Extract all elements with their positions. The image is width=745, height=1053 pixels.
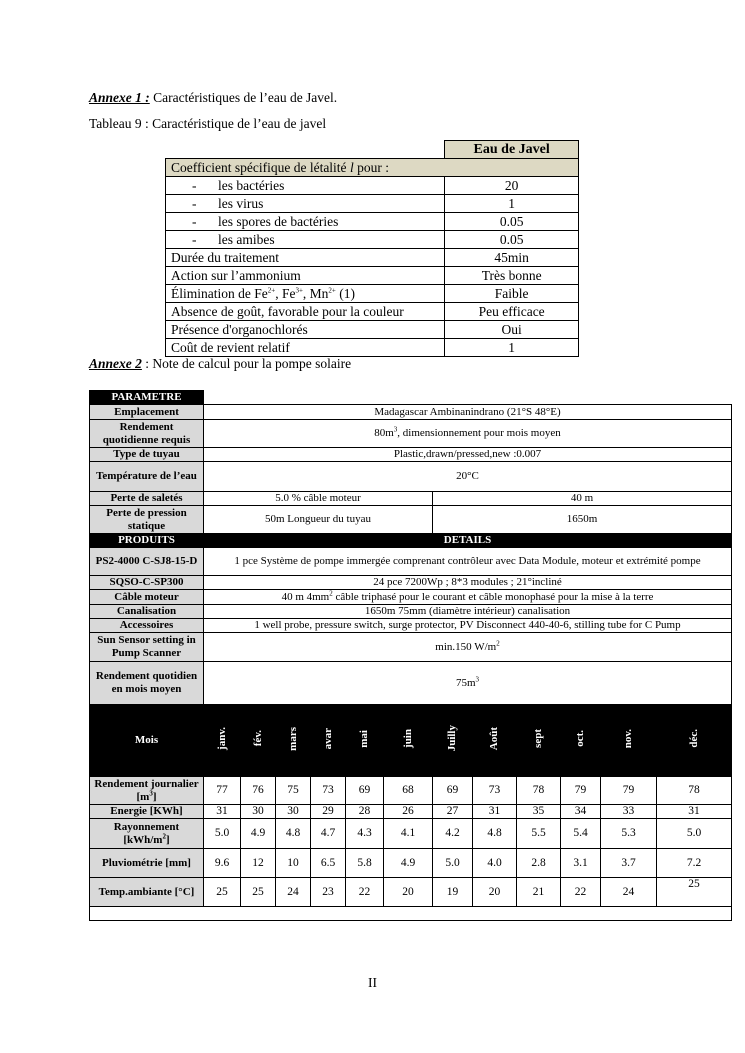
- table-cell: 5.0: [433, 849, 473, 878]
- table-cell: 27: [433, 805, 473, 819]
- row-label: Rendement journalier $[m^3]$: [90, 777, 204, 805]
- table-cell: 22: [346, 878, 384, 907]
- table-cell: 5.0: [657, 819, 732, 849]
- table-cell: 21: [517, 878, 561, 907]
- table-row: Emplacement Madagascar Ambinanindrano (21°S 48°E): [90, 405, 732, 420]
- table-row: [90, 534, 732, 548]
- table-cell: 2.8: [517, 849, 561, 878]
- table-cell: 20: [384, 878, 433, 907]
- table-cell: 69: [433, 777, 473, 805]
- table-cell: 75: [276, 777, 311, 805]
- table-cell: 76: [241, 777, 276, 805]
- table-row: [90, 907, 732, 921]
- table-cell: 30: [241, 805, 276, 819]
- table-cell: 3.7: [601, 849, 657, 878]
- table-cell: 31: [473, 805, 517, 819]
- table-row: [90, 391, 732, 405]
- annexe2-label: Annexe 2: [89, 356, 142, 371]
- table-row: Perte de pression statique 50m Longueur du tuyau 1650m: [90, 506, 732, 534]
- table-row: Accessoires 1 well probe, pressure switch, surge protector, PV Disconnect 440-40-6, stilling tube for C Pump: [90, 619, 732, 633]
- table-cell: 4.7: [311, 819, 346, 849]
- table-row: Sun Sensor setting in Pump Scanner min.150 $W/m^2$: [90, 633, 732, 662]
- table-row: - les spores de bactéries 0.05: [166, 213, 579, 231]
- month-label: juin: [401, 729, 414, 748]
- table-cell: 7.2: [657, 849, 732, 878]
- table-cell: 73: [473, 777, 517, 805]
- table-row: [90, 805, 732, 819]
- table-cell: 26: [384, 805, 433, 819]
- table-cell: 4.2: [433, 819, 473, 849]
- table-row: [90, 849, 732, 878]
- table-cell: 5.0: [204, 819, 241, 849]
- table-cell: 6.5: [311, 849, 346, 878]
- table-cell: 25: [204, 878, 241, 907]
- table-cell: 35: [517, 805, 561, 819]
- table-cell: 24: [601, 878, 657, 907]
- table-cell: 4.0: [473, 849, 517, 878]
- table-row: Câble moteur 40 m $4mm^2$ câble triphasé pour le courant et câble monophasé pour la mise à la terre: [90, 590, 732, 605]
- table-cell: 3.1: [561, 849, 601, 878]
- table-cell: 20: [473, 878, 517, 907]
- table-cell: 9.6: [204, 849, 241, 878]
- table-cell: 77: [204, 777, 241, 805]
- table-cell: 24: [276, 878, 311, 907]
- month-label: nov.: [622, 728, 634, 749]
- table-cell: 31: [204, 805, 241, 819]
- table-row: [90, 878, 732, 907]
- table-cell: 5.8: [346, 849, 384, 878]
- table-row: Présence d'organochlorés Oui: [166, 321, 579, 339]
- table-row: [90, 819, 732, 849]
- row-label: Energie [KWh]: [90, 805, 204, 819]
- table-cell: 33: [601, 805, 657, 819]
- table-cell: 10: [276, 849, 311, 878]
- month-label: fév.: [251, 730, 264, 747]
- table-row: Rendement quotidien en mois moyen $75m^3$: [90, 662, 732, 705]
- month-label: sept: [532, 729, 544, 748]
- month-label: janv.: [215, 727, 228, 750]
- month-label: déc.: [687, 729, 700, 748]
- table-cell: 79: [561, 777, 601, 805]
- table-cell: 69: [346, 777, 384, 805]
- table-row: SQSO-C-SP300 24 pce 7200Wp ; 8*3 modules ; 21°incliné: [90, 576, 732, 590]
- table-cell: 25: [241, 878, 276, 907]
- table-row: Perte de saletés 5.0 % câble moteur 40 m: [90, 492, 732, 506]
- month-label: oct.: [574, 730, 586, 747]
- table-cell: 4.8: [473, 819, 517, 849]
- table-row: [166, 141, 579, 159]
- table-cell: 34: [561, 805, 601, 819]
- table-cell: 4.8: [276, 819, 311, 849]
- annexe1-label: Annexe 1 :: [89, 90, 150, 105]
- table-row: - les amibes 0.05: [166, 231, 579, 249]
- table-cell: 4.3: [346, 819, 384, 849]
- table-cell: 68: [384, 777, 433, 805]
- month-label: mars: [286, 726, 299, 751]
- table-cell: 5.4: [561, 819, 601, 849]
- table-cell: 5.5: [517, 819, 561, 849]
- pump-table: [89, 390, 732, 921]
- javel-table: [165, 140, 579, 357]
- month-label: mai: [358, 729, 370, 748]
- month-label: Août: [488, 726, 500, 751]
- table-cell: 79: [601, 777, 657, 805]
- row-label: Pluviométrie [mm]: [90, 849, 204, 878]
- table-row: Type de tuyau Plastic,drawn/pressed,new :0.007: [90, 448, 732, 462]
- month-label: avar: [321, 727, 334, 750]
- table-row: - les virus 1: [166, 195, 579, 213]
- month-label: Juilly: [446, 725, 458, 752]
- table-row: [90, 777, 732, 805]
- monthly-data: [90, 777, 732, 907]
- table-cell: 30: [276, 805, 311, 819]
- parametre-header: PARAMETRE: [90, 391, 204, 405]
- table-row: Rendement quotidienne requis $80m^3$, dimensionnement pour mois moyen: [90, 420, 732, 448]
- table-cell: 29: [311, 805, 346, 819]
- table-row: Élimination de $Fe^{2+}$, $Fe^{3+}$, $Mn^{2+}$ (1) Faible: [166, 285, 579, 303]
- table-row: - les bactéries 20: [166, 177, 579, 195]
- table-cell: 22: [561, 878, 601, 907]
- table-cell: 5.3: [601, 819, 657, 849]
- table-row: Canalisation 1650m 75mm (diamètre intérieur) canalisation: [90, 605, 732, 619]
- table-cell: 78: [517, 777, 561, 805]
- annexe1-text: Caractéristiques de l’eau de Javel.: [153, 90, 338, 105]
- row-label: Temp.ambiante [°C]: [90, 878, 204, 907]
- table-cell: 73: [311, 777, 346, 805]
- table-cell: 31: [657, 805, 732, 819]
- section-header: Coefficient spécifique de létalité l pour :: [166, 159, 579, 177]
- table-cell: 4.9: [384, 849, 433, 878]
- months-header-row: [90, 705, 732, 777]
- table-cell: 4.1: [384, 819, 433, 849]
- column-header: Eau de Javel: [445, 141, 579, 159]
- table-cell: 23: [311, 878, 346, 907]
- page-number: II: [368, 975, 377, 990]
- table9-caption: Tableau 9 : Caractéristique de l’eau de javel: [89, 116, 327, 131]
- table-cell: 12: [241, 849, 276, 878]
- table-cell: 78: [657, 777, 732, 805]
- produits-header: PRODUITS: [90, 534, 204, 548]
- table-cell: 28: [346, 805, 384, 819]
- table-row: [166, 159, 579, 177]
- table-row: Absence de goût, favorable pour la couleur Peu efficace: [166, 303, 579, 321]
- table-row: Coût de revient relatif 1: [166, 339, 579, 357]
- table-cell: 4.9: [241, 819, 276, 849]
- details-header: DETAILS: [204, 534, 732, 548]
- table-row: Durée du traitement 45min: [166, 249, 579, 267]
- table-row: Température de l’eau 20°C: [90, 462, 732, 492]
- annexe2-text: : Note de calcul pour la pompe solaire: [145, 356, 352, 371]
- table-row: PS2-4000 C-SJ8-15-D 1 pce Système de pompe immergée comprenant contrôleur avec Data Module, moteur et extrémité pompe: [90, 548, 732, 576]
- table-row: Action sur l’ammonium Très bonne: [166, 267, 579, 285]
- table-cell: 25: [657, 878, 732, 907]
- annexe1-heading: [89, 90, 337, 106]
- table-cell: 19: [433, 878, 473, 907]
- mois-label: Mois: [90, 705, 204, 777]
- annexe2-heading: [89, 356, 351, 372]
- row-label: Rayonnement $[kWh/m^2]$: [90, 819, 204, 849]
